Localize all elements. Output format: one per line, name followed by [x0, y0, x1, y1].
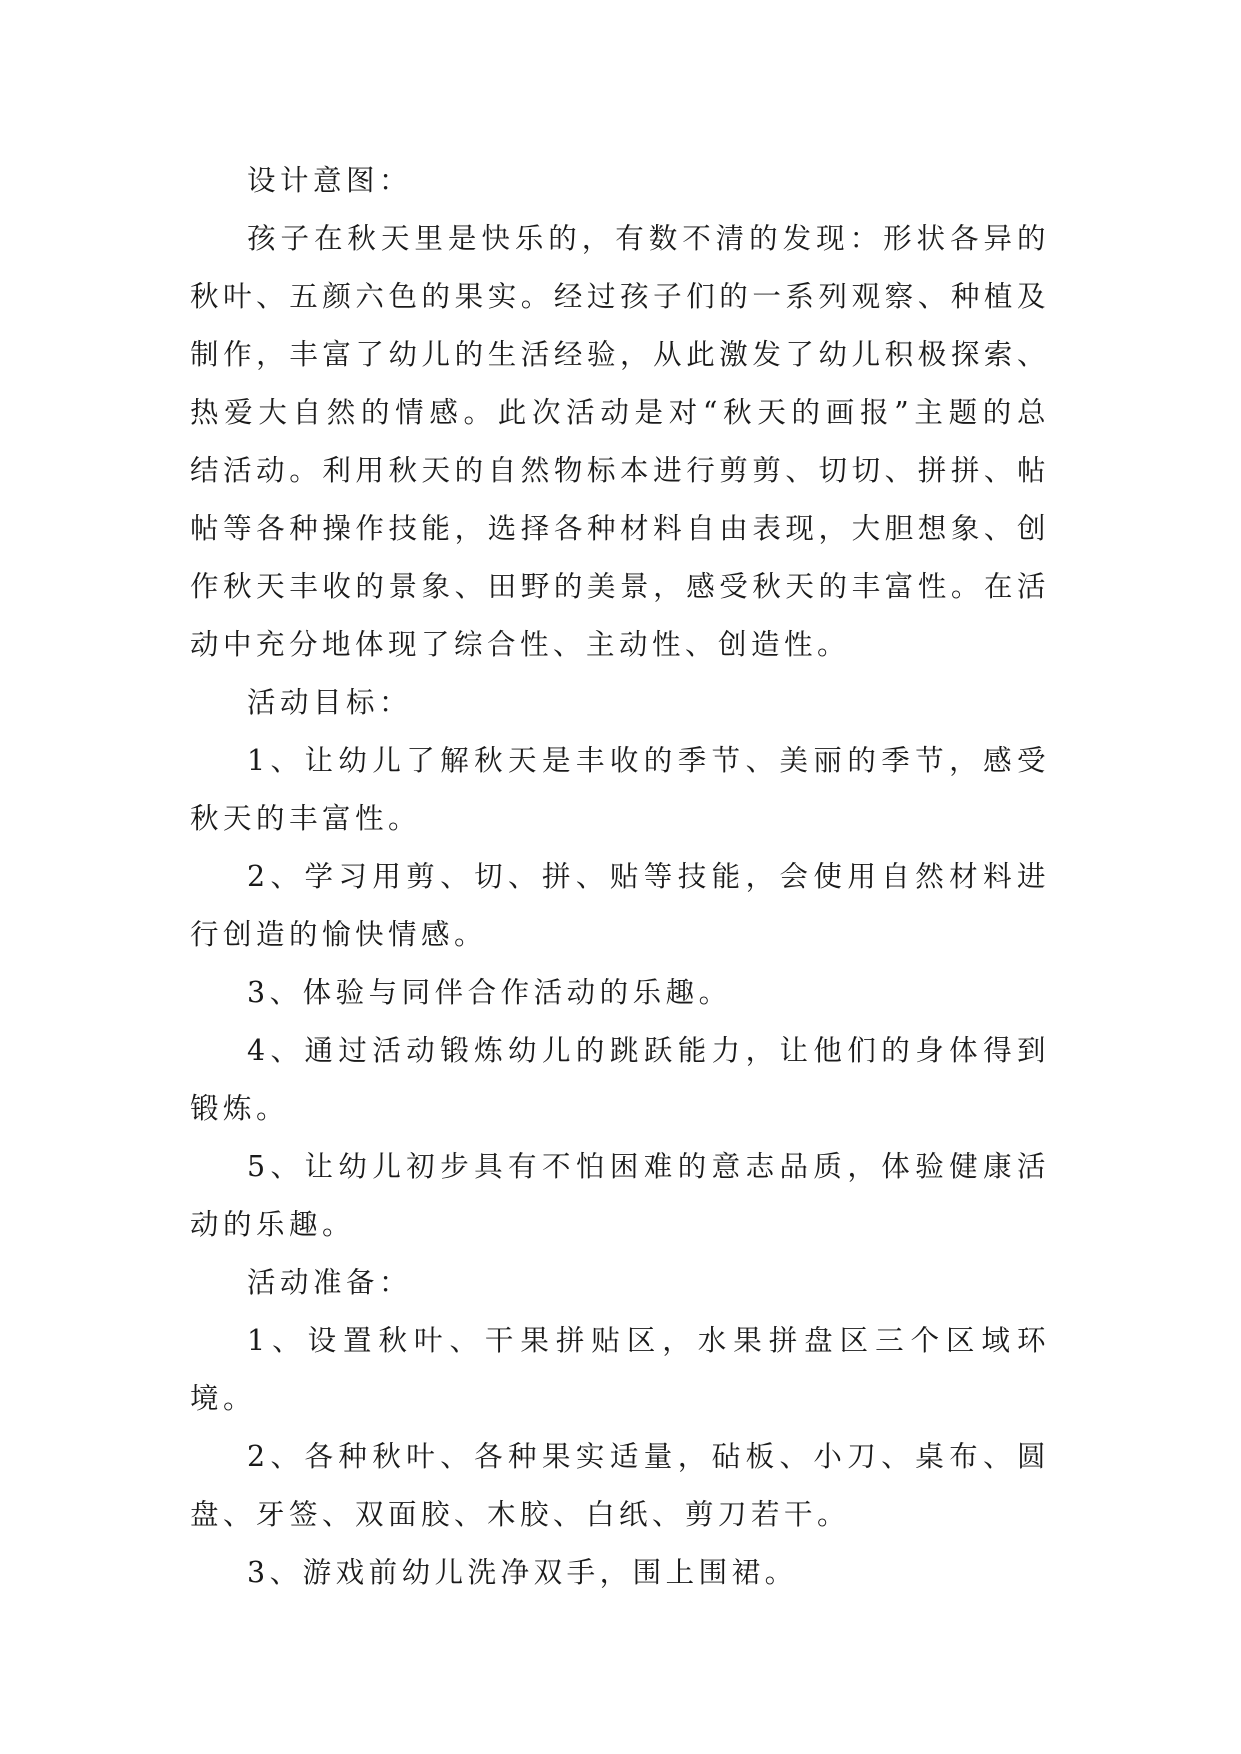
design-intent-heading: 设计意图：	[247, 164, 413, 197]
prep-item-3: 3、游戏前幼儿洗净双手，围上围裙。	[247, 1556, 798, 1589]
prep-item-2: 2、各种秋叶、各种果实适量，砧板、小刀、桌布、圆盘、牙签、双面胶、木胶、白纸、剪刀若干。	[190, 1440, 1050, 1531]
document-page	[190, 152, 1050, 1602]
activity-goals-heading: 活动目标：	[247, 686, 413, 719]
design-intent-body: 孩子在秋天里是快乐的，有数不清的发现：形状各异的秋叶、五颜六色的果实。经过孩子们的一系列观察、种植及制作，丰富了幼儿的生活经验，从此激发了幼儿积极探索、热爱大自然的情感。此次活动是对“秋天的画报”主题的总结活动。利用秋天的自然物标本进行剪剪、切切、拼拼、帖帖等各种操作技能，选择各种材料自由表现，大胆想象、创作秋天丰收的景象、田野的美景，感受秋天的丰富性。在活动中充分地体现了综合性、主动性、创造性。	[190, 222, 1050, 661]
goal-item-3: 3、体验与同伴合作活动的乐趣。	[247, 976, 732, 1009]
goal-item-5: 5、让幼儿初步具有不怕困难的意志品质，体验健康活动的乐趣。	[190, 1150, 1050, 1241]
goal-item-4: 4、通过活动锻炼幼儿的跳跃能力，让他们的身体得到锻炼。	[190, 1034, 1050, 1125]
prep-item-1: 1、设置秋叶、干果拼贴区，水果拼盘区三个区域环境。	[190, 1324, 1050, 1415]
goal-item-2: 2、学习用剪、切、拼、贴等技能，会使用自然材料进行创造的愉快情感。	[190, 860, 1050, 951]
goal-item-1: 1、让幼儿了解秋天是丰收的季节、美丽的季节，感受秋天的丰富性。	[190, 744, 1050, 835]
activity-prep-heading: 活动准备：	[247, 1266, 413, 1299]
